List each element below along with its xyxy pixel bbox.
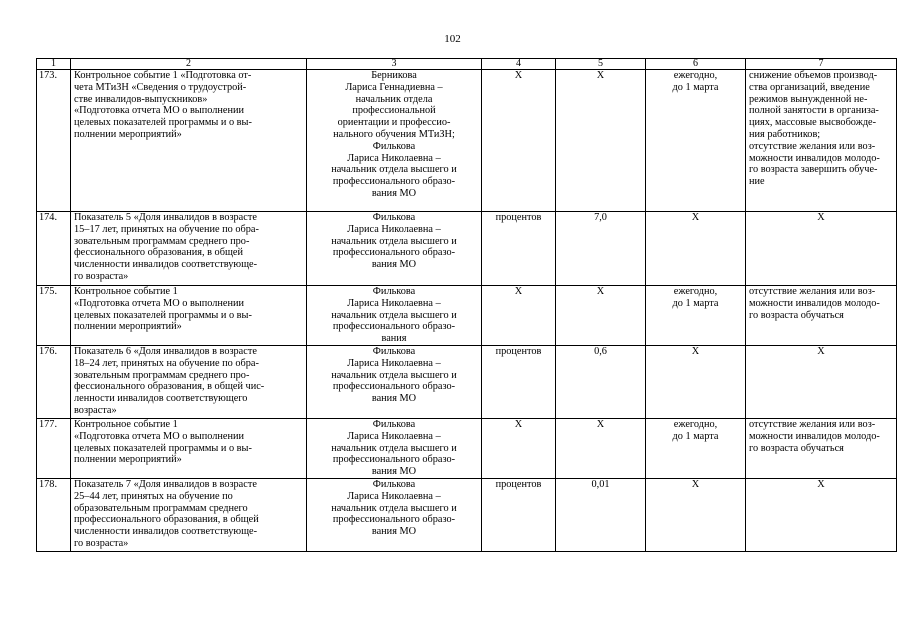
table-row — [37, 286, 897, 346]
text-line: отсутствие желания или воз- — [749, 140, 876, 152]
page-number: 102 — [444, 33, 461, 45]
text-line: 18–24 лет, принятых на обучение по обра- — [74, 357, 259, 369]
text-line: численности инвалидов соответствующе- — [74, 259, 258, 271]
text-line: вания МО — [371, 187, 417, 199]
text-line: Лариса Николаевна – — [347, 357, 441, 369]
text-line: ежегодно, — [673, 286, 718, 297]
risk-cell — [746, 479, 897, 552]
text-line: «Подготовка отчета МО о выполнении — [74, 430, 244, 442]
table-header-row — [37, 59, 897, 70]
text-line: до 1 марта — [672, 430, 719, 442]
row-number: 174. — [37, 212, 71, 286]
text-line: профессионального образо- — [332, 247, 456, 259]
text-line: вания — [381, 333, 407, 345]
text-line: ния работников; — [749, 128, 821, 140]
risk-cell — [746, 346, 897, 419]
column-header: 6 — [646, 59, 746, 70]
term-cell — [646, 286, 746, 346]
row-number: 178. — [37, 479, 71, 552]
text-line: можности инвалидов молодо- — [749, 430, 880, 442]
text-line: начальник отдела — [355, 93, 433, 105]
text-line: Филькова — [372, 286, 416, 297]
text-line: Филькова — [372, 419, 416, 430]
text-line: снижение объемов производ- — [749, 70, 878, 81]
unit-cell: процентов — [482, 212, 556, 286]
table-row — [37, 346, 897, 419]
text-line: целевых показателей программы и о вы- — [74, 117, 252, 129]
text-line: начальник отдела высшего и — [331, 369, 457, 381]
text-line: Контрольное событие 1 «Подготовка от- — [74, 70, 252, 81]
text-line: Контрольное событие 1 — [74, 286, 178, 297]
text-line: го возраста обучаться — [749, 442, 844, 454]
text-line: зовательным программам среднего про- — [74, 235, 250, 247]
unit-cell: процентов — [482, 346, 556, 419]
term-cell — [646, 346, 746, 419]
responsible-cell — [307, 286, 482, 346]
responsible-cell — [307, 212, 482, 286]
term-cell — [646, 70, 746, 212]
text-line: начальник отдела высшего и — [331, 309, 457, 321]
text-line: начальник отдела высшего и — [331, 502, 457, 514]
value-cell: Х — [556, 70, 646, 212]
text-line: Берникова — [371, 70, 417, 81]
column-header: 7 — [746, 59, 897, 70]
text-line: ежегодно, — [673, 70, 718, 81]
text-line: Показатель 7 «Доля инвалидов в возрасте — [74, 479, 257, 490]
text-line: ориентации и профессио- — [337, 117, 451, 129]
term-cell — [646, 212, 746, 286]
text-line: возраста» — [74, 404, 117, 416]
event-name-cell — [71, 346, 307, 419]
column-header: 4 — [482, 59, 556, 70]
value-cell: Х — [556, 419, 646, 479]
text-line: начальник отдела высшего и — [331, 235, 457, 247]
text-line: профессионального образо- — [332, 381, 456, 393]
text-line: численности инвалидов соответствующе- — [74, 526, 258, 538]
text-line: Х — [817, 479, 825, 490]
table-row — [37, 419, 897, 479]
responsible-cell — [307, 346, 482, 419]
text-line: Филькова — [372, 140, 416, 152]
text-line: го возраста» — [74, 537, 129, 549]
text-line: фессионального образования, в общей — [74, 247, 243, 259]
text-line: Х — [691, 479, 700, 490]
text-line: Х — [691, 346, 700, 357]
text-line: го возраста завершить обуче- — [749, 164, 878, 176]
text-line: циях, массовые высвобожде- — [749, 117, 877, 129]
text-line: отсутствие желания или воз- — [749, 286, 876, 297]
text-line: образовательным программам среднего — [74, 502, 248, 514]
text-line: Филькова — [372, 212, 416, 223]
unit-cell: Х — [482, 286, 556, 346]
text-line: Показатель 6 «Доля инвалидов в возрасте — [74, 346, 257, 357]
text-line: отсутствие желания или воз- — [749, 419, 876, 430]
event-name-cell — [71, 70, 307, 212]
text-line: нального обучения МТиЗН; — [333, 128, 455, 140]
unit-cell: процентов — [482, 479, 556, 552]
text-line: вания МО — [371, 393, 417, 405]
text-line: полной занятости в организа- — [749, 105, 879, 117]
text-line: фессионального образования, в общей чис- — [74, 381, 265, 393]
text-line: до 1 марта — [672, 81, 719, 93]
row-number: 176. — [37, 346, 71, 419]
text-line: начальник отдела высшего и — [331, 164, 457, 176]
table-row — [37, 479, 897, 552]
text-line: полнении мероприятий» — [74, 454, 182, 466]
text-line: режимов вынужденной не- — [749, 93, 868, 105]
text-line: Лариса Николаевна – — [347, 430, 441, 442]
row-number: 175. — [37, 286, 71, 346]
text-line: «Подготовка отчета МО о выполнении — [74, 105, 244, 117]
text-line: целевых показателей программы и о вы- — [74, 442, 252, 454]
column-header: 5 — [556, 59, 646, 70]
text-line: Лариса Николаевна – — [347, 223, 441, 235]
column-header: 3 — [307, 59, 482, 70]
text-line: Филькова — [372, 479, 416, 490]
text-line: профессионального образо- — [332, 176, 456, 188]
risk-cell — [746, 419, 897, 479]
column-header: 1 — [37, 59, 71, 70]
text-line: Лариса Геннадиевна – — [345, 81, 443, 93]
event-name-cell — [71, 419, 307, 479]
text-line: Лариса Николаевна – — [347, 490, 441, 502]
text-line: профессиональной — [352, 105, 436, 117]
text-line: «Подготовка отчета МО о выполнении — [74, 297, 244, 309]
unit-cell: Х — [482, 70, 556, 212]
text-line: 15–17 лет, принятых на обучение по обра- — [74, 223, 259, 235]
risk-cell — [746, 212, 897, 286]
text-line: начальник отдела высшего и — [331, 442, 457, 454]
table-row — [37, 70, 897, 212]
unit-cell: Х — [482, 419, 556, 479]
value-cell: 7,0 — [556, 212, 646, 286]
text-line: Лариса Николаевна – — [347, 297, 441, 309]
text-line: полнении мероприятий» — [74, 321, 182, 333]
text-line: целевых показателей программы и о вы- — [74, 309, 252, 321]
text-line: Х — [817, 212, 825, 223]
text-line: ленности инвалидов соответствующего — [74, 393, 248, 405]
text-line: зовательным программам среднего про- — [74, 369, 250, 381]
text-line: профессионального образо- — [332, 514, 456, 526]
text-line: вания МО — [371, 466, 417, 478]
event-name-cell — [71, 286, 307, 346]
text-line: можности инвалидов молодо- — [749, 152, 880, 164]
text-line: полнении мероприятий» — [74, 128, 182, 140]
responsible-cell — [307, 70, 482, 212]
text-line: до 1 марта — [672, 297, 719, 309]
table-row — [37, 212, 897, 286]
value-cell: Х — [556, 286, 646, 346]
text-line: Лариса Николаевна – — [347, 152, 441, 164]
value-cell: 0,01 — [556, 479, 646, 552]
risk-cell — [746, 70, 897, 212]
text-line: 25–44 лет, принятых на обучение по — [74, 490, 233, 502]
text-line: вания МО — [371, 526, 417, 538]
text-line: чета МТиЗН «Сведения о трудоустрой- — [74, 81, 247, 93]
text-line: вания МО — [371, 259, 417, 271]
text-line: ства организаций, введение — [749, 81, 870, 93]
text-line: профессионального образования, в общей — [74, 514, 259, 526]
text-line: Контрольное событие 1 — [74, 419, 178, 430]
responsible-cell — [307, 419, 482, 479]
text-line: Х — [691, 212, 700, 223]
text-line: го возраста обучаться — [749, 309, 844, 321]
term-cell — [646, 479, 746, 552]
responsible-cell — [307, 479, 482, 552]
text-line: Х — [817, 346, 825, 357]
text-line: ежегодно, — [673, 419, 718, 430]
text-line: го возраста» — [74, 270, 129, 282]
text-line: стве инвалидов-выпускников» — [74, 93, 208, 105]
event-name-cell — [71, 212, 307, 286]
column-header: 2 — [71, 59, 307, 70]
row-number: 173. — [37, 70, 71, 212]
text-line: профессионального образо- — [332, 321, 456, 333]
text-line: можности инвалидов молодо- — [749, 297, 880, 309]
row-number: 177. — [37, 419, 71, 479]
text-line: Филькова — [372, 346, 416, 357]
term-cell — [646, 419, 746, 479]
text-line: профессионального образо- — [332, 454, 456, 466]
program-table — [36, 58, 897, 552]
text-line: Показатель 5 «Доля инвалидов в возрасте — [74, 212, 257, 223]
value-cell: 0,6 — [556, 346, 646, 419]
event-name-cell — [71, 479, 307, 552]
text-line: ние — [749, 176, 765, 188]
risk-cell — [746, 286, 897, 346]
